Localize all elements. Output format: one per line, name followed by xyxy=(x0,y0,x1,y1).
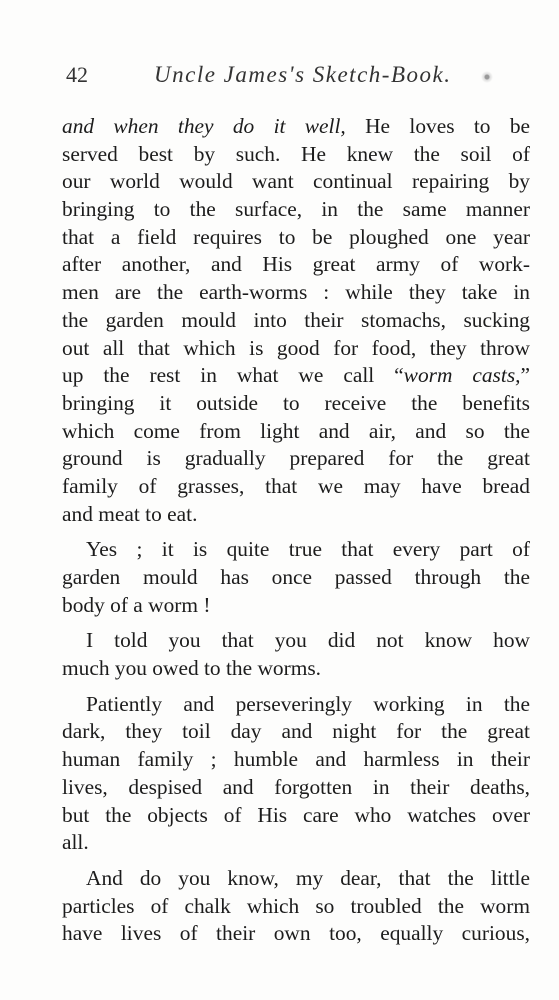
text-line: but the objects of His care who watches over xyxy=(62,802,530,827)
paragraph xyxy=(62,536,530,619)
text-line: and meat to eat. xyxy=(62,501,198,526)
text-line: garden mould has once passed through the xyxy=(62,565,530,589)
text-line: men are the earth-worms : while they take in xyxy=(62,280,530,305)
text-line: bringing it outside to receive the benefits xyxy=(62,390,530,415)
text-line: served best by such. He knew the soil of xyxy=(62,141,530,166)
text-line: that a field requires to be ploughed one year xyxy=(62,224,530,249)
paragraph xyxy=(62,865,530,948)
paragraph xyxy=(62,627,530,682)
ornament-icon xyxy=(480,70,494,84)
text-line: Patiently and perseveringly working in the xyxy=(86,691,530,716)
text-line: And do you know, my dear, that the little xyxy=(86,865,530,890)
italic-phrase: worm casts, xyxy=(403,363,521,388)
text-line: much you owed to the worms. xyxy=(62,656,322,681)
text-line: particles of chalk which so troubled the worm xyxy=(62,893,530,918)
text-line: up the rest in what we call “worm casts,” xyxy=(62,363,530,388)
text-line: our world would want continual repairing by xyxy=(62,169,530,194)
text-line: which come from light and air, and so the xyxy=(62,418,530,443)
paragraph xyxy=(62,691,530,857)
page-number: 42 xyxy=(66,62,88,87)
text-line: ground is gradually prepared for the great xyxy=(62,446,530,471)
text-line: family of grasses, that we may have bread xyxy=(62,473,530,498)
text-line: and when they do it well, He loves to be xyxy=(62,114,531,138)
running-title: Uncle James's Sketch-Book. xyxy=(154,62,452,87)
text-line: Yes ; it is quite true that every part of xyxy=(86,537,530,562)
text-line: body of a worm ! xyxy=(62,592,211,617)
text-line: human family ; humble and harmless in their xyxy=(62,747,530,772)
body-text xyxy=(62,113,530,948)
paragraph xyxy=(62,113,530,528)
italic-phrase: and when they do it well, xyxy=(62,114,346,138)
text-line: all. xyxy=(62,830,89,855)
running-head xyxy=(66,62,506,94)
text-line: after another, and His great army of work- xyxy=(62,252,530,277)
text-line: I told you that you did not know how xyxy=(86,628,530,653)
text-line: have lives of their own too, equally curious, xyxy=(62,921,530,946)
text-line: lives, despised and forgotten in their deaths, xyxy=(62,774,530,799)
text-line: bringing to the surface, in the same manner xyxy=(62,197,530,222)
text-line: the garden mould into their stomachs, sucking xyxy=(62,307,530,332)
text-line: out all that which is good for food, they throw xyxy=(62,335,530,360)
text-line: dark, they toil day and night for the great xyxy=(62,719,530,744)
